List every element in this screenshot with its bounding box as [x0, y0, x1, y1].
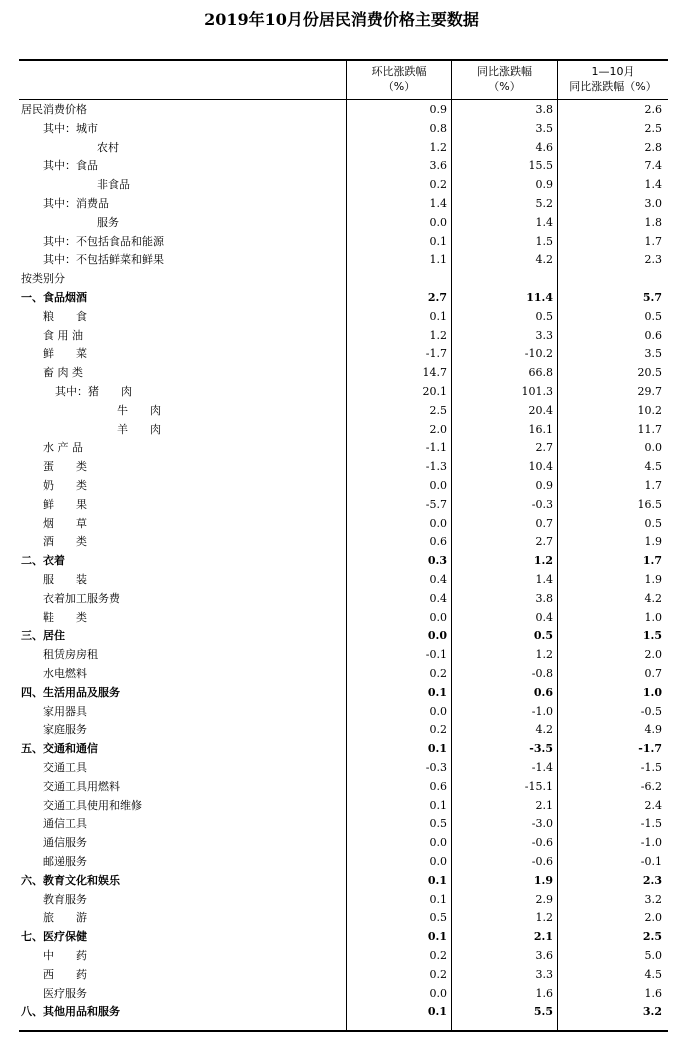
row-label: 六、教育文化和娱乐	[21, 873, 120, 887]
cell-v1: -0.1	[425, 648, 447, 662]
table-row	[19, 176, 668, 195]
row-label: 家庭服务	[43, 723, 87, 737]
table-row	[19, 101, 668, 120]
cell-v1: -5.7	[425, 497, 447, 511]
cell-v2: 0.9	[535, 479, 553, 492]
cell-v2: -0.6	[531, 855, 553, 868]
cell-v2: 0.5	[535, 309, 553, 323]
row-label: 二、衣着	[21, 554, 65, 568]
cell-v1: 0.6	[429, 535, 447, 549]
row-label: 其中：猪 肉	[55, 385, 132, 398]
row-label: 五、交通和通信	[21, 742, 98, 756]
cell-v3: 1.4	[644, 178, 662, 192]
cell-v1: -1.3	[425, 460, 447, 474]
row-label: 其中：食品	[43, 159, 98, 173]
cell-v1: 0.2	[429, 667, 447, 680]
cell-v3: 29.7	[637, 385, 662, 398]
row-label: 羊 肉	[117, 422, 161, 436]
cell-v2: 0.7	[535, 516, 553, 530]
table-row	[19, 815, 668, 834]
row-label: 水电燃料	[43, 667, 87, 680]
cell-v2: 3.8	[535, 103, 553, 116]
cell-v2: 2.7	[535, 535, 553, 549]
cell-v2: 66.8	[528, 366, 553, 380]
table-row	[19, 515, 668, 534]
cell-v1: 0.1	[427, 930, 447, 944]
table-row	[19, 985, 668, 1004]
cell-v1: 0.2	[429, 723, 447, 737]
table-row	[19, 571, 668, 590]
cell-v3: 10.2	[637, 403, 662, 417]
cell-v3: 3.2	[642, 1005, 662, 1019]
cell-v1: 0.0	[427, 629, 447, 643]
cell-v1: 2.5	[429, 403, 447, 417]
cell-v3: 1.9	[644, 535, 662, 549]
header-yoy-unit: （%）	[488, 80, 521, 93]
table-row	[19, 684, 668, 703]
table-row	[19, 947, 668, 966]
cell-v1: 0.1	[429, 234, 447, 248]
cell-v1: 0.0	[429, 516, 447, 530]
cell-v2: 0.6	[533, 685, 553, 699]
row-label: 通信服务	[43, 836, 87, 850]
cell-v3: 1.6	[644, 986, 662, 1000]
cell-v2: -10.2	[524, 347, 553, 361]
row-label: 奶 类	[43, 479, 87, 492]
header-mom	[347, 64, 451, 94]
table-row	[19, 195, 668, 214]
cell-v3: -1.0	[640, 836, 662, 850]
cell-v3: 16.5	[637, 497, 662, 511]
table-row	[19, 891, 668, 910]
row-label: 租赁房房租	[43, 648, 98, 662]
table-row	[19, 627, 668, 646]
cell-v2: -0.6	[531, 836, 553, 850]
row-label: 粮 食	[43, 309, 87, 323]
table-row	[19, 345, 668, 364]
cell-v2: 11.4	[526, 291, 553, 304]
cell-v3: 20.5	[637, 366, 662, 380]
cell-v3: 1.7	[644, 234, 662, 248]
table-row	[19, 797, 668, 816]
cell-v1: 0.1	[427, 742, 447, 756]
cell-v3: 2.4	[644, 798, 662, 812]
row-label: 四、生活用品及服务	[21, 685, 120, 699]
cell-v1: 3.6	[429, 159, 447, 173]
cell-v2: 5.2	[535, 197, 553, 210]
row-label: 其中：城市	[43, 121, 98, 135]
row-label: 蛋 类	[43, 460, 87, 474]
cell-v2: 10.4	[528, 460, 553, 474]
table-row	[19, 928, 668, 947]
cell-v3: 2.8	[644, 140, 662, 154]
row-label: 通信工具	[43, 817, 87, 831]
row-label: 七、医疗保健	[21, 930, 87, 944]
cell-v3: 7.4	[644, 159, 662, 173]
row-label: 农村	[97, 140, 119, 154]
table-row	[19, 909, 668, 928]
cell-v1: 0.0	[429, 610, 447, 624]
cell-v2: 16.1	[528, 422, 553, 436]
cell-v3: 0.7	[644, 667, 662, 680]
row-label: 服 装	[43, 573, 87, 586]
table-row	[19, 872, 668, 891]
table-row	[19, 703, 668, 722]
cell-v3: 4.5	[644, 967, 662, 981]
table-row	[19, 721, 668, 740]
cell-v2: 3.8	[535, 591, 553, 605]
table-row	[19, 439, 668, 458]
row-label: 酒 类	[43, 535, 87, 549]
row-label: 衣着加工服务费	[43, 591, 120, 605]
row-label: 一、食品烟酒	[21, 291, 87, 304]
cell-v2: 1.9	[533, 873, 553, 887]
header-ytd-label: 同比涨跌幅（%）	[569, 80, 657, 93]
cell-v1: 0.1	[427, 685, 447, 699]
cell-v1: -1.7	[425, 347, 447, 361]
cell-v3: 11.7	[637, 422, 662, 436]
row-label: 畜 肉 类	[43, 366, 83, 380]
table-row	[19, 759, 668, 778]
cell-v1: 0.6	[429, 779, 447, 793]
table-row	[19, 458, 668, 477]
cell-v3: 5.0	[644, 949, 662, 962]
table-row	[19, 853, 668, 872]
table-row	[19, 327, 668, 346]
cell-v1: 1.4	[429, 197, 447, 210]
cell-v3: 2.0	[644, 911, 662, 925]
cell-v2: -1.0	[531, 704, 553, 718]
table-row	[19, 289, 668, 308]
cell-v2: 20.4	[528, 403, 553, 417]
cell-v2: 4.6	[535, 140, 553, 154]
row-label: 交通工具用燃料	[43, 779, 120, 793]
table-row	[19, 402, 668, 421]
cell-v3: 4.9	[644, 723, 662, 737]
cell-v3: 3.0	[644, 197, 662, 210]
cell-v3: -0.1	[640, 855, 662, 868]
cell-v3: 5.7	[642, 291, 662, 304]
table-row	[19, 157, 668, 176]
row-label: 邮递服务	[43, 855, 87, 868]
row-label: 交通工具使用和维修	[43, 798, 142, 812]
table-row	[19, 139, 668, 158]
cell-v2: 0.5	[533, 629, 553, 643]
cell-v3: 2.0	[644, 648, 662, 662]
header-yoy	[452, 64, 557, 94]
cell-v2: 15.5	[528, 159, 553, 173]
cell-v1: 0.1	[429, 892, 447, 906]
row-label: 服务	[97, 215, 119, 229]
cell-v2: 5.5	[533, 1005, 553, 1019]
table-row	[19, 214, 668, 233]
row-label: 鞋 类	[43, 610, 87, 624]
cell-v1: 0.1	[429, 798, 447, 812]
cell-v3: 1.9	[644, 573, 662, 586]
table-header	[19, 61, 668, 100]
cell-v2: 3.3	[535, 967, 553, 981]
cell-v2: 2.7	[535, 441, 553, 455]
cell-v1: 20.1	[422, 385, 447, 398]
cell-v1: 1.2	[429, 328, 447, 342]
cell-v2: -15.1	[524, 779, 553, 793]
cell-v1: 0.2	[429, 967, 447, 981]
header-yoy-label: 同比涨跌幅	[477, 65, 532, 78]
table-row	[19, 646, 668, 665]
table-row	[19, 533, 668, 552]
cell-v1: 0.8	[429, 121, 447, 135]
cell-v2: 3.3	[535, 328, 553, 342]
row-label: 水 产 品	[43, 441, 83, 455]
cell-v3: 2.3	[644, 253, 662, 267]
table-row	[19, 421, 668, 440]
cell-v3: 3.2	[644, 892, 662, 906]
cell-v2: -3.5	[529, 742, 553, 756]
cell-v3: 1.0	[644, 610, 662, 624]
row-label: 西 药	[43, 967, 87, 981]
row-label: 三、居住	[21, 629, 65, 643]
row-label: 鲜 果	[43, 497, 87, 511]
table-row	[19, 1003, 668, 1022]
row-label: 中 药	[43, 949, 87, 962]
page-title: 2019年10月份居民消费价格主要数据	[204, 10, 479, 29]
cell-v3: 0.5	[644, 309, 662, 323]
cell-v2: -3.0	[531, 817, 553, 831]
cell-v2: 1.5	[535, 234, 553, 248]
cell-v1: 0.5	[429, 817, 447, 831]
cell-v3: 2.5	[644, 121, 662, 135]
cell-v2: -1.4	[531, 761, 553, 774]
cell-v3: 2.5	[642, 930, 662, 944]
cell-v1: 2.0	[429, 422, 447, 436]
table-row	[19, 383, 668, 402]
cell-v3: -1.5	[640, 761, 662, 774]
cell-v2: 4.2	[535, 723, 553, 737]
cell-v2: 1.2	[535, 911, 553, 925]
table-row	[19, 834, 668, 853]
table-row	[19, 778, 668, 797]
row-label: 食 用 油	[43, 328, 83, 342]
cell-v1: 0.0	[429, 479, 447, 492]
cell-v1: 0.5	[429, 911, 447, 925]
cell-v3: -1.7	[638, 742, 662, 756]
header-mom-unit: （%）	[382, 80, 416, 93]
table-row	[19, 665, 668, 684]
cell-v3: 1.8	[644, 215, 662, 229]
cell-v2: 4.2	[535, 253, 553, 267]
cell-v1: 0.0	[429, 215, 447, 229]
table-row	[19, 120, 668, 139]
cell-v3: 4.2	[644, 591, 662, 605]
cell-v3: 0.0	[644, 441, 662, 455]
cell-v2: 0.9	[535, 178, 553, 192]
table-row	[19, 233, 668, 252]
cell-v1: 0.4	[429, 591, 447, 605]
cell-v1: 0.1	[427, 873, 447, 887]
row-label: 牛 肉	[117, 403, 161, 417]
cell-v1: 0.0	[429, 836, 447, 850]
table-row	[19, 966, 668, 985]
cell-v1: 0.0	[429, 986, 447, 1000]
cell-v1: 14.7	[422, 366, 447, 380]
table-row	[19, 364, 668, 383]
cell-v2: 1.6	[535, 986, 553, 1000]
row-label: 其中：消费品	[43, 197, 109, 210]
header-ytd	[558, 64, 668, 94]
cell-v3: 3.5	[644, 347, 662, 361]
cell-v2: 2.1	[535, 798, 553, 812]
cell-v1: 0.1	[429, 309, 447, 323]
cell-v3: 1.5	[642, 629, 662, 643]
cell-v1: 0.2	[429, 949, 447, 962]
cell-v2: 101.3	[521, 385, 553, 398]
cell-v2: 1.4	[535, 573, 553, 586]
cell-v3: -6.2	[640, 779, 662, 793]
cell-v2: 1.2	[533, 554, 553, 568]
row-label: 教育服务	[43, 892, 87, 906]
cell-v2: 2.9	[535, 892, 553, 906]
header-ytd-period: 1—10月	[591, 65, 635, 78]
cell-v1: 0.3	[427, 554, 447, 568]
cell-v2: 3.6	[535, 949, 553, 962]
row-label: 烟 草	[43, 516, 87, 530]
cell-v1: 0.4	[429, 573, 447, 586]
table-row	[19, 609, 668, 628]
cell-v2: -0.8	[531, 667, 553, 680]
row-label: 家用器具	[43, 704, 87, 718]
row-label: 其中：不包括食品和能源	[43, 234, 164, 248]
row-label: 鲜 菜	[43, 347, 87, 361]
cell-v1: 0.1	[427, 1005, 447, 1019]
cell-v3: 4.5	[644, 460, 662, 474]
table-row	[19, 270, 668, 289]
table-row	[19, 740, 668, 759]
row-label: 非食品	[97, 178, 130, 192]
cell-v1: -0.3	[425, 761, 447, 774]
table-row	[19, 251, 668, 270]
cell-v1: -1.1	[425, 441, 447, 455]
row-label: 按类别分	[21, 272, 65, 286]
cell-v2: 1.2	[535, 648, 553, 662]
cell-v3: 0.5	[644, 516, 662, 530]
row-label: 其中：不包括鲜菜和鲜果	[43, 253, 164, 267]
cell-v3: 2.3	[642, 873, 662, 887]
cell-v1: 1.2	[429, 140, 447, 154]
cell-v2: 2.1	[533, 930, 553, 944]
cell-v3: -0.5	[640, 704, 662, 718]
cpi-table	[19, 59, 668, 1032]
row-label: 居民消费价格	[21, 103, 87, 116]
cell-v2: 1.4	[535, 215, 553, 229]
row-label: 医疗服务	[43, 986, 87, 1000]
cell-v3: 1.0	[642, 685, 662, 699]
cell-v3: 2.6	[644, 103, 662, 116]
cell-v1: 0.9	[429, 103, 447, 116]
table-row	[19, 552, 668, 571]
cell-v1: 0.0	[429, 704, 447, 718]
cell-v2: -0.3	[531, 497, 553, 511]
cell-v2: 3.5	[535, 121, 553, 135]
table-row	[19, 590, 668, 609]
cell-v1: 0.2	[429, 178, 447, 192]
header-mom-label: 环比涨跌幅	[371, 65, 427, 78]
cell-v2: 0.4	[535, 610, 553, 624]
cell-v1: 1.1	[429, 253, 447, 267]
cell-v1: 0.0	[429, 855, 447, 868]
row-label: 旅 游	[43, 911, 87, 925]
cell-v3: 1.7	[642, 554, 662, 568]
cell-v3: 0.6	[644, 328, 662, 342]
cell-v3: -1.5	[640, 817, 662, 831]
table-row	[19, 496, 668, 515]
cell-v1: 2.7	[427, 291, 447, 304]
table-row	[19, 308, 668, 327]
row-label: 八、其他用品和服务	[21, 1005, 120, 1019]
table-row	[19, 477, 668, 496]
cell-v3: 1.7	[644, 479, 662, 492]
row-label: 交通工具	[43, 761, 87, 774]
